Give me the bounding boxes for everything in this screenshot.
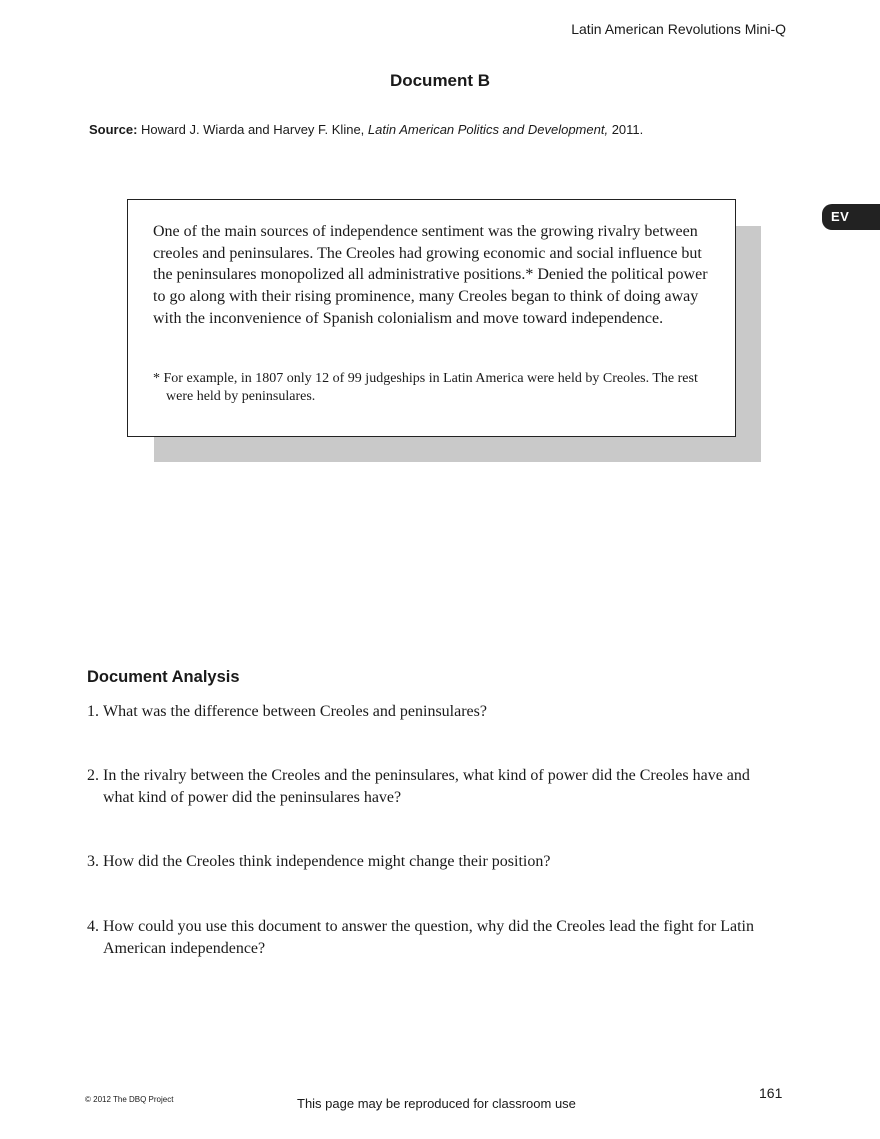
- excerpt-box: [127, 199, 736, 437]
- ev-section-tab: EV: [822, 204, 880, 230]
- analysis-question-2: [87, 765, 787, 809]
- question-number: 4.: [87, 918, 99, 935]
- page-number: 161: [759, 1085, 783, 1101]
- analysis-question-1: [87, 701, 787, 723]
- copyright-notice: © 2012 The DBQ Project: [85, 1095, 174, 1104]
- running-header: Latin American Revolutions Mini-Q: [571, 21, 786, 37]
- question-number: 2.: [87, 767, 99, 784]
- excerpt-text: One of the main sources of independence sentiment was the growing rivalry between creoles and peninsulares. The Creoles had growing economic and social influence but the peninsulares monopolized all administrative positions.* Denied the political power to go along with their rising prominence, many Creoles began to think of doing away with the inconvenience of Spanish colonialism and move toward independence.: [153, 223, 708, 327]
- source-authors: Howard J. Wiarda and Harvey F. Kline,: [141, 122, 365, 137]
- document-title: Document B: [389, 71, 491, 90]
- reproduction-note: This page may be reproduced for classroom use: [297, 1096, 576, 1111]
- analysis-heading: Document Analysis: [87, 668, 240, 686]
- analysis-question-3: [87, 851, 787, 873]
- question-text: What was the difference between Creoles and peninsulares?: [103, 703, 487, 720]
- question-text: How did the Creoles think independence might change their position?: [103, 853, 551, 870]
- source-year: 2011.: [611, 122, 644, 137]
- question-number: 3.: [87, 853, 99, 870]
- question-text: In the rivalry between the Creoles and the peninsulares, what kind of power did the Creoles have and what kind of power did the peninsulares have?: [103, 767, 750, 806]
- question-text: How could you use this document to answer the question, why did the Creoles lead the fight for Latin American independence?: [103, 918, 754, 957]
- source-citation: [89, 122, 643, 137]
- question-number: 1.: [87, 703, 99, 720]
- source-label: Source:: [89, 122, 138, 137]
- analysis-question-4: [87, 916, 787, 960]
- source-book-title: Latin American Politics and Development,: [367, 122, 609, 137]
- excerpt-footnote: * For example, in 1807 only 12 of 99 judgeships in Latin America were held by Creoles. The rest were held by peninsulares.: [153, 371, 698, 404]
